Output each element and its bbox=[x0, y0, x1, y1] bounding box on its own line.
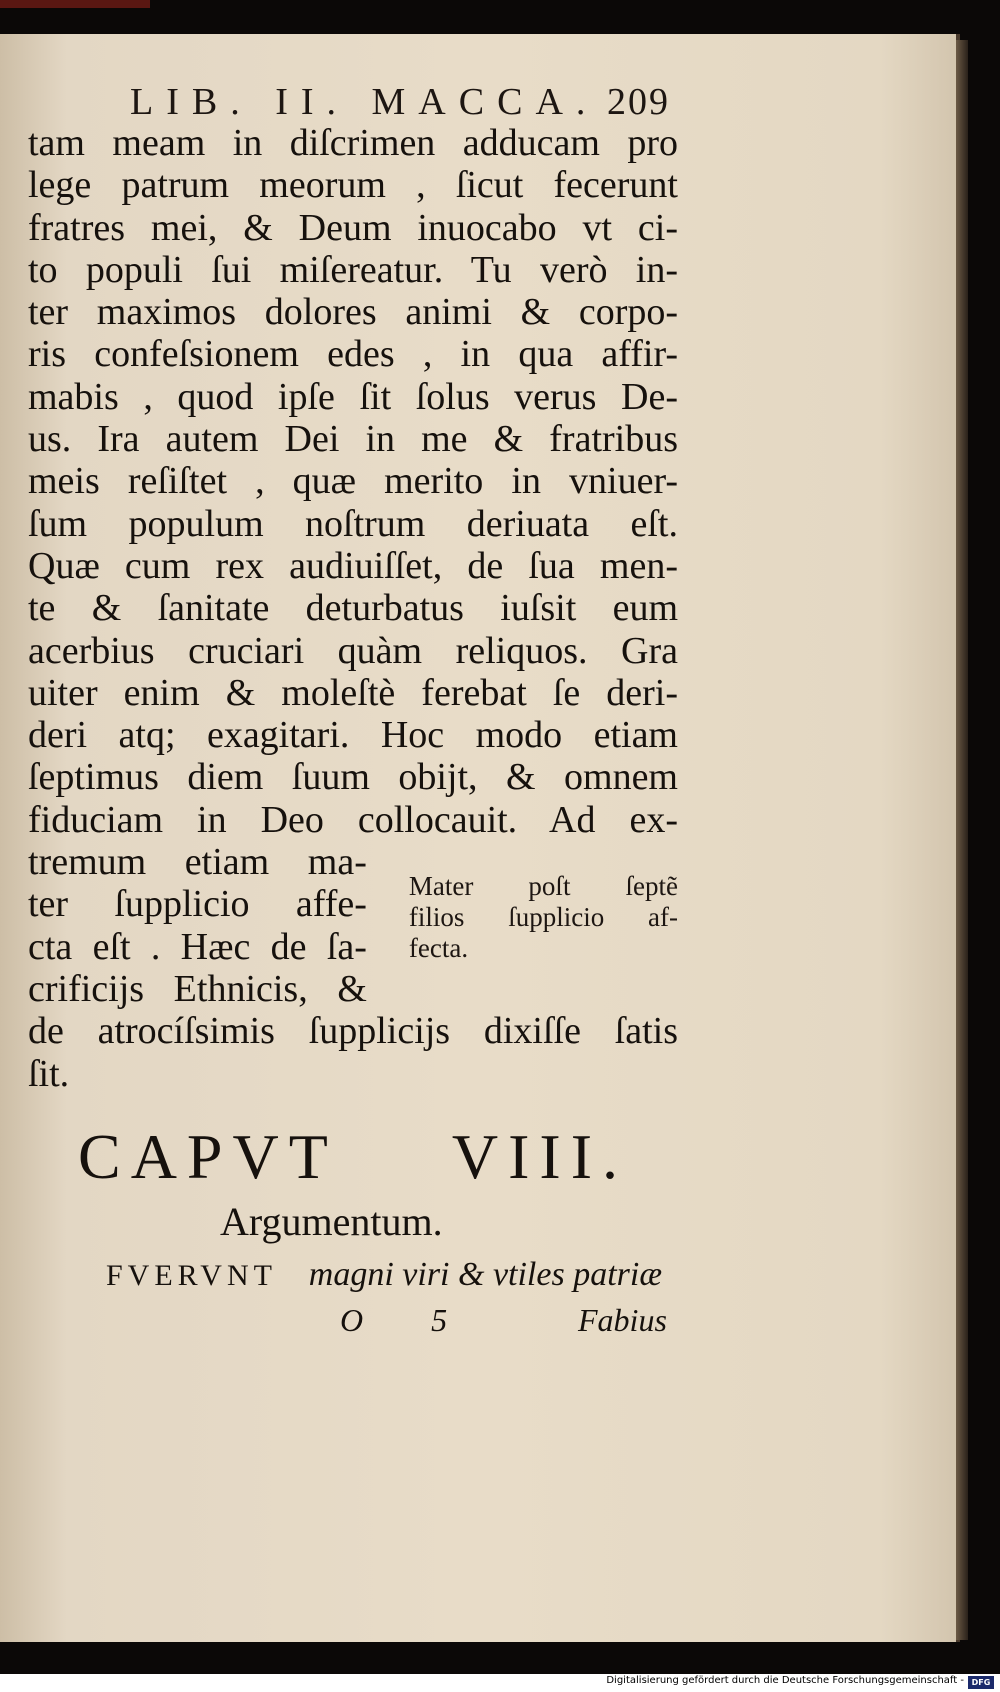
text-line: de atrocíſsimis ſupplicijs dixiſſe ſatis bbox=[28, 1010, 678, 1053]
text-line: lege patrum meorum , ſicut fecerunt bbox=[28, 164, 678, 207]
signature-mark: O 5 bbox=[340, 1302, 478, 1338]
text-line: ſeptimus diem ſuum obijt, & omnem bbox=[28, 756, 678, 799]
italic-text: magni viri & vtiles patriæ bbox=[308, 1256, 662, 1293]
chapter-heading bbox=[78, 1120, 628, 1194]
binding-strip bbox=[0, 0, 150, 8]
text-line: tremum etiam ma- bbox=[28, 841, 367, 884]
text-line: us. Ira autem Dei in me & fratribus bbox=[28, 418, 678, 461]
margin-note-line: filios ſupplicio af- bbox=[408, 902, 678, 933]
argument-heading: Argumentum. bbox=[220, 1199, 443, 1244]
text-line: to populi ſui miſereatur. Tu verò in- bbox=[28, 248, 678, 291]
chapter-number: VIII. bbox=[451, 1121, 628, 1192]
text-line: te & ſanitate deturbatus iuſsit eum bbox=[28, 587, 678, 630]
page-number: 209 bbox=[607, 81, 670, 123]
text-line: crificijs Ethnicis, & bbox=[28, 967, 367, 1010]
main-text bbox=[28, 122, 678, 1095]
text-line: ſit. bbox=[28, 1052, 70, 1095]
text-line: Quæ cum rex audiuiſſet, de ſua men- bbox=[28, 544, 678, 587]
text-with-margin-note bbox=[28, 841, 678, 1010]
running-title: LIB. II. MACCA. bbox=[130, 81, 599, 123]
text-line: acerbius cruciari quàm reliquos. Gra bbox=[28, 629, 678, 672]
footer-bar bbox=[0, 1674, 1000, 1692]
small-caps-opening: FVERVNT bbox=[106, 1259, 277, 1292]
footer-credit: Digitalisierung gefördert durch die Deutsche Forschungsgemeinschaft - bbox=[606, 1675, 964, 1686]
catchword: Fabius bbox=[578, 1302, 667, 1338]
text-line: ter ſupplicio affe- bbox=[28, 883, 367, 926]
text-line: deri atq; exagitari. Hoc modo etiam bbox=[28, 714, 678, 757]
text-line: fratres mei, & Deum inuocabo vt ci- bbox=[28, 206, 678, 249]
margin-note bbox=[409, 871, 678, 1010]
dfg-logo: DFG bbox=[968, 1676, 994, 1689]
text-line: ſum populum noſtrum deriuata eſt. bbox=[28, 502, 678, 545]
text-line: cta eſt . Hæc de ſa- bbox=[28, 925, 367, 968]
argument-first-line bbox=[106, 1256, 662, 1294]
text-line: ter maximos dolores animi & corpo- bbox=[28, 291, 678, 334]
text-line: meis reſiſtet , quæ merito in vniuer- bbox=[28, 460, 678, 503]
page-edge bbox=[956, 40, 968, 1640]
text-line: fiduciam in Deo collocauit. Ad ex- bbox=[28, 798, 678, 841]
chapter-label: CAPVT bbox=[78, 1121, 338, 1192]
margin-note-line: fecta. bbox=[408, 933, 469, 964]
narrow-column bbox=[28, 841, 367, 1010]
text-line: mabis , quod ipſe ſit ſolus verus De- bbox=[28, 375, 678, 418]
text-line: tam meam in diſcrimen adducam pro bbox=[28, 122, 678, 164]
text-line: ris confeſsionem edes , in qua affir- bbox=[28, 333, 678, 376]
margin-note-line: Mater poſt ſeptẽ bbox=[408, 871, 678, 902]
text-line: uiter enim & moleſtè ferebat ſe deri- bbox=[28, 671, 678, 714]
